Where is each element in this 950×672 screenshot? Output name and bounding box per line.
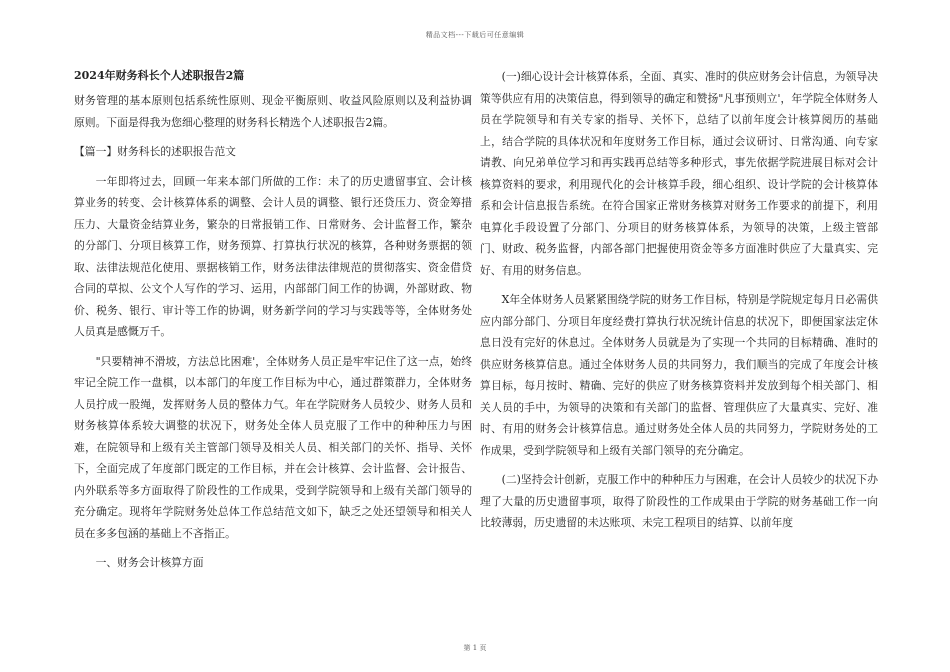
body-paragraph-4: X年全体财务人员紧紧围绕学院的财务工作目标，特别是学院规定每月日必需供应内部分部门、分项目年度经费打算执行状况统计信息的状况下，即便国家法定休息日没有完好的休息过。全体财务人员就是为了实现一个共同的目标精确、准时的供应财务核算信息。通过全体财务人员的共同努力，我们顺当的完成了年度会计核算目标，每月按时、精确、完好的供应了财务核算资料并发放到每个相关部门、相关人员的手中，为领导的决策和有关部门的监督、管理供应了大量真实、完好、准时、有用的财务会计核算信息。通过财务处全体人员的共同努力，学院财务处的工作成果，受到学院领导和上级有关部门领导的充分确定。 [480, 293, 878, 457]
body-paragraph-1: 一年即将过去，回顾一年来本部门所做的工作：未了的历史遗留事宜、会计核算业务的转变、会计核算体系的调整、会计人员的调整、银行还贷压力、资金筹措压力、大量资金结算业务，繁杂的日常报销工作、日常财务、会计监督工作，繁杂的分部门、分项目核算工作，财务预算、打算执行状况的核算，各种财务票据的领取、法律法规范化使用、票据核销工作，财务法律法律规范的贯彻落实、资金借贷合同的草拟、公文个人写作的学习、运用，内部部门间工作的协调，外部财政、物价、税务、银行、审计等工作的协调，财务新学问的学习与实践等等，全体财务处人员真是感慨万千。 [74, 174, 472, 338]
body-paragraph-3: (一)细心设计会计核算体系，全面、真实、准时的供应财务会计信息，为领导决策等供应有用的决策信息，得到领导的确定和赞扬"凡事预则立'，年学院全体财务人员在学院领导和有关专家的指导、关怀下，总结了以前年度会计核算阅历的基础上，结合学院的具体状况和年度财务工作目标，通过会议研讨、日常沟通、向专家请教、向兄弟单位学习和再实践再总结等多种形式，事先依据学院进展目标对会计核算资料的要求，利用现代化的会计核算手段，细心组织、设计学院的会计核算体系和会计信息报告系统。在符合国家正常财务核算对财务工作要求的前提下，利用电算化手段设置了分部门、分项目的财务核算体系，为领导的决策，上级主管部门、财政、税务监督，内部各部门把握使用资金等多方面准时供应了大量真实、完好、有用的财务信息。 [480, 70, 878, 277]
intro-paragraph: 财务管理的基本原则包括系统性原则、现金平衡原则、收益风险原则以及利益协调原则。下面是得我为您细心整理的财务科长精选个人述职报告2篇。 [74, 94, 472, 129]
section-heading-1: 【篇一】财务科长的述职报告范文 [74, 145, 236, 158]
body-paragraph-2: "只要精神不滑坡，方法总比困难'，全体财务人员正是牢牢记住了这一点，始终牢记全院工作一盘棋，以本部门的年度工作目标为中心，通过群策群力，全体财务人员拧成一股绳，发挥财务人员的整体力气。年在学院财务人员较少、财务人员和财务核算体系较大调整的状况下，财务处全体人员克服了工作中的种种压力与困难，在院领导和上级有关主管部门领导及相关人员、相关部门的关怀、指导、关怀下，全面完成了年度部门既定的工作目标，并在会计核算、会计监督、会计报告、内外联系等多方面取得了阶段性的工作成果，受到学院领导和上级有关部门领导的充分确定。现将年学院财务处总体工作总结范文如下，缺乏之处还望领导和相关人员在多多包涵的基础上不吝指正。 [74, 354, 472, 540]
subsection-heading: 一、财务会计核算方面 [95, 556, 204, 569]
right-column [480, 66, 878, 542]
left-column [74, 66, 472, 582]
page-header-note: 精品文档---下载后可任意编辑 [425, 31, 525, 39]
page-number: 第 1 页 [463, 644, 487, 652]
body-paragraph-5: (二)坚持会计创新，克服工作中的种种压力与困难，在会计人员较少的状况下办理了大量的历史遗留事项，取得了阶段性的工作成果由于学院的财务基础工作一向比较薄弱，历史遗留的未达账项、未完工程项目的结算、以前年度 [480, 473, 878, 529]
document-title: 2024年财务科长个人述职报告2篇 [74, 69, 245, 82]
